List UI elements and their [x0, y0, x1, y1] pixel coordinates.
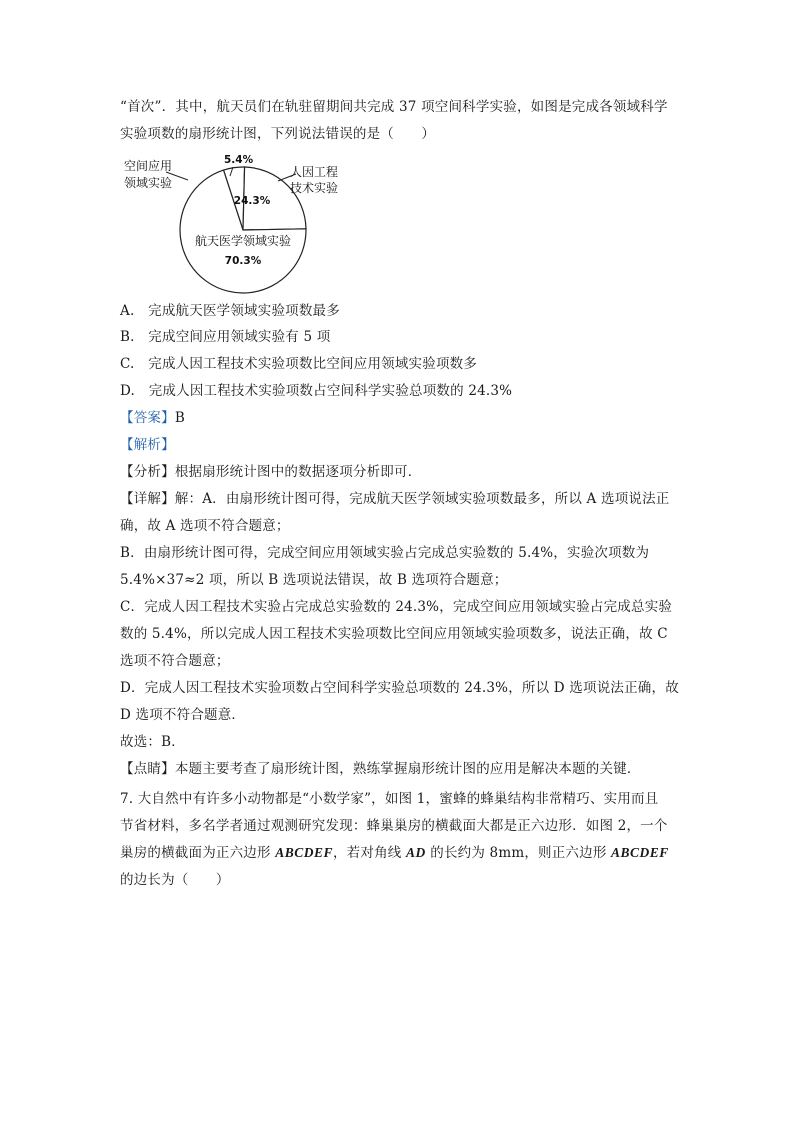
detail-line-4: 5.4%×37≈2 项，所以 B 选项说法错误，故 B 选项符合题意； [120, 572, 508, 588]
dianjing-line [120, 760, 641, 778]
analysis-tag: 【解析】 [120, 437, 175, 453]
analysis-heading [120, 436, 175, 454]
question7-line3 [120, 844, 669, 862]
label-human-factors-1: 人因工程 [290, 165, 339, 179]
question7-line1: 7. 大自然中有许多小动物都是“小数学家”，如图 1，蜜蜂的蜂巢结构非常精巧、实用而且 [120, 791, 659, 807]
question7-text-3a: 巢房的横截面为正六边形 [120, 845, 276, 861]
dianjing-text: 本题主要考查了扇形统计图，熟练掌握扇形统计图的应用是解决本题的关键． [174, 761, 641, 777]
detail-line-1 [120, 490, 670, 508]
question6-line2: 实验项数的扇形统计图，下列说法错误的是（ ） [120, 126, 436, 142]
answer-value: B [174, 410, 185, 426]
option-b: B. 完成空间应用领域实验有 5 项 [120, 329, 331, 345]
label-space-application-1: 空间应用 [124, 159, 173, 173]
detail-line-5: C．完成人因工程技术实验占完成总实验数的 24.3%，完成空间应用领域实验占完成总实验 [120, 599, 673, 615]
fenxi-line [120, 463, 421, 481]
detail-text-1: 解：A．由扇形统计图可得，完成航天医学领域实验项数最多，所以 A 选项说法正 [174, 491, 670, 507]
label-value-5-4: 5.4% [224, 154, 254, 166]
question7-text-3c: 的长约为 8mm，则正六边形 [425, 845, 612, 861]
detail-line-2: 确，故 A 选项不符合题意； [120, 518, 290, 534]
dianjing-tag: 【点睛】 [120, 761, 175, 777]
option-c: C. 完成人因工程技术实验项数比空间应用领域实验项数多 [120, 356, 478, 372]
fenxi-tag: 【分析】 [120, 464, 175, 480]
answer-line [120, 409, 185, 427]
detail-line-7: 选项不符合题意； [120, 653, 230, 669]
math-hexagon-name-2: ABCDEF [611, 845, 669, 860]
label-value-24-3: 24.3% [233, 195, 271, 207]
option-a: A. 完成航天医学领域实验项数最多 [120, 303, 340, 319]
label-human-factors-2: 技术实验 [290, 181, 339, 195]
question6-line1: “首次”．其中，航天员们在轨驻留期间共完成 37 项空间科学实验，如图是完成各领域科学 [120, 99, 668, 115]
label-space-medicine: 航天医学领域实验 [194, 234, 292, 248]
option-d: D. 完成人因工程技术实验项数占空间科学实验总项数的 24.3% [120, 383, 513, 399]
label-value-70-3: 70.3% [224, 255, 262, 267]
detail-tag: 【详解】 [120, 491, 175, 507]
detail-line-8: D．完成人因工程技术实验项数占空间科学实验总项数的 24.3%，所以 D 选项说法正确，故 [120, 680, 679, 696]
question7-line4: 的边长为（ ） [120, 872, 230, 888]
answer-tag: 【答案】 [120, 410, 175, 426]
pie-chart [118, 148, 358, 298]
detail-line-10: 故选：B． [120, 734, 185, 750]
detail-line-3: B．由扇形统计图可得，完成空间应用领域实验占完成总实验数的 5.4%，实验次项数为 [120, 545, 650, 561]
question7-line2: 节省材料，多名学者通过观测研究发现：蜂巢巢房的横截面大都是正六边形．如图 2，一个 [120, 818, 668, 834]
detail-line-6: 数的 5.4%，所以完成人因工程技术实验项数比空间应用领域实验项数多，说法正确，故 C [120, 626, 668, 642]
detail-line-9: D 选项不符合题意． [120, 707, 246, 723]
fenxi-text: 根据扇形统计图中的数据逐项分析即可． [174, 464, 422, 480]
math-hexagon-name-1: ABCDEF [275, 845, 333, 860]
question7-text-3b: ，若对角线 [332, 845, 406, 861]
pie-slices [180, 167, 306, 293]
math-diagonal-name: AD [405, 845, 426, 860]
label-space-application-2: 领域实验 [124, 176, 173, 190]
